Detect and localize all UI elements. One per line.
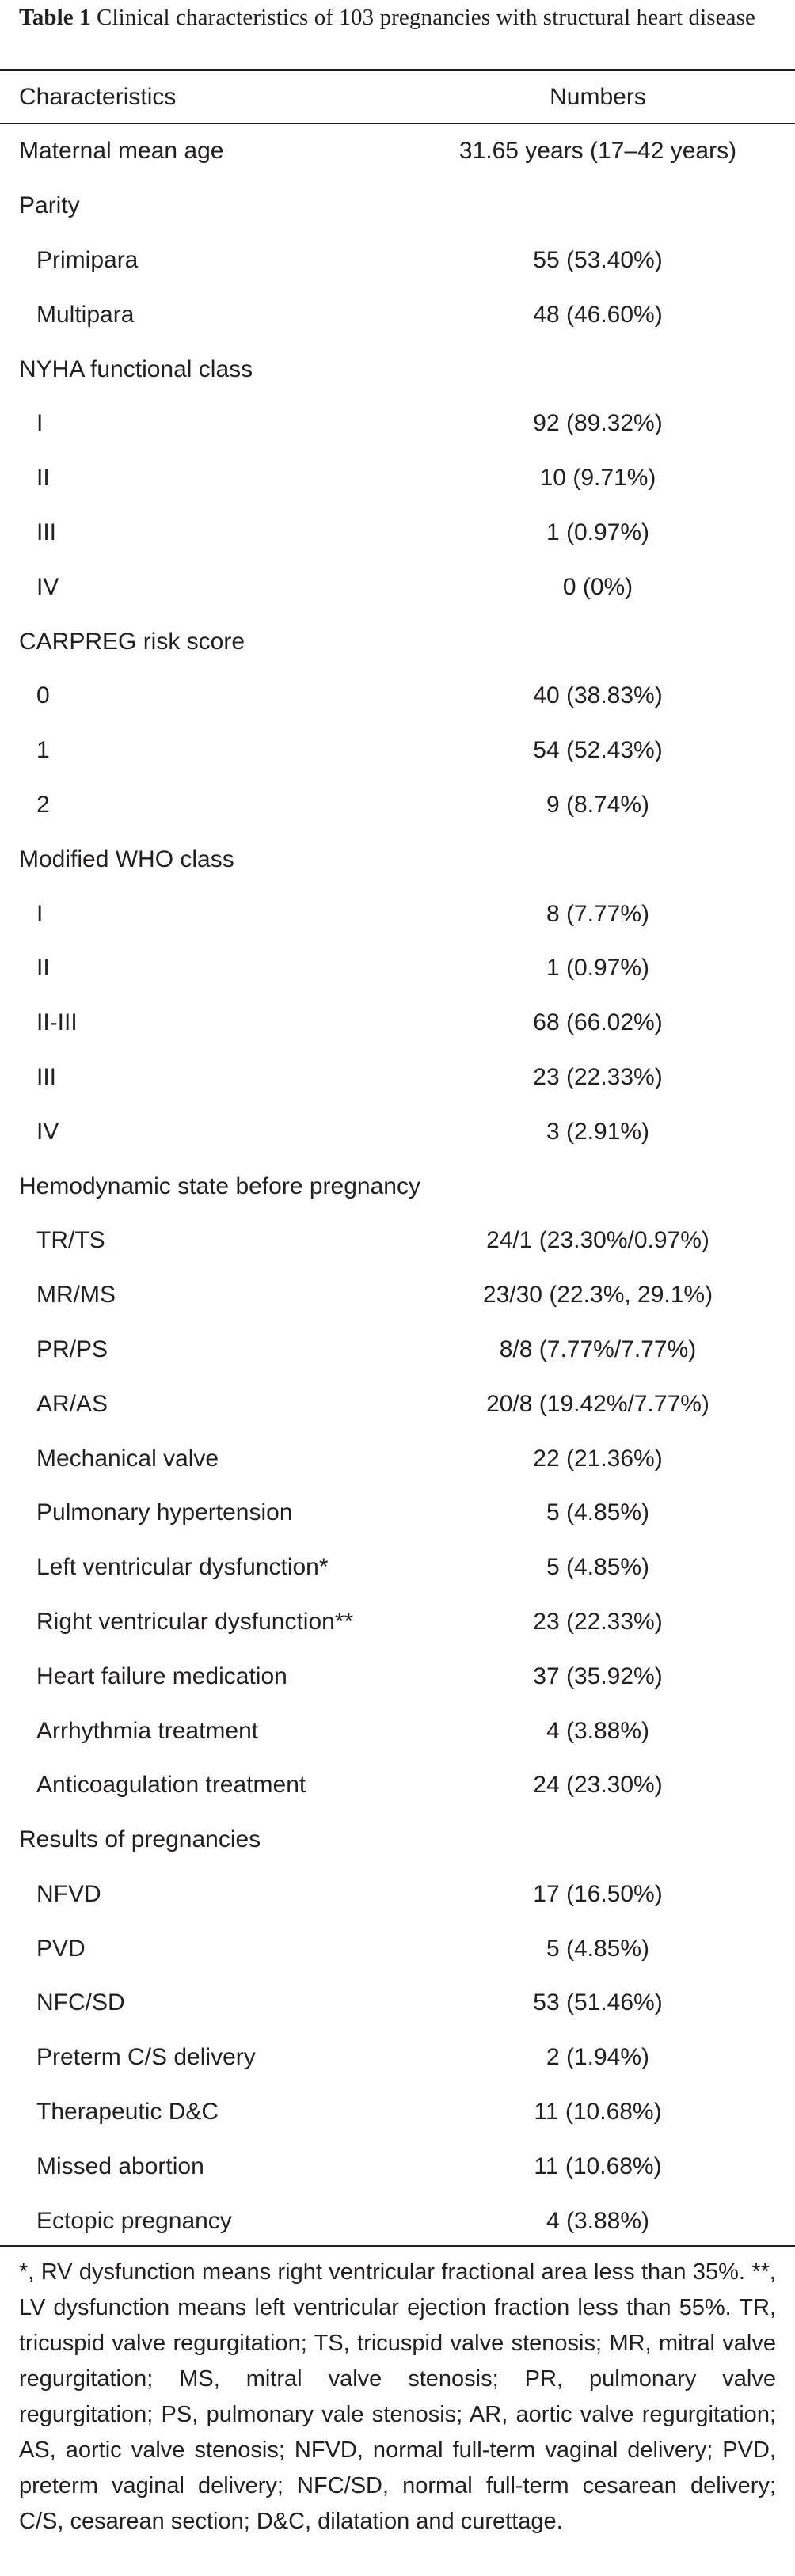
table-row bbox=[0, 1377, 795, 1431]
row-label: Mechanical valve bbox=[36, 1445, 219, 1472]
row-label: PR/PS bbox=[36, 1335, 108, 1362]
table-row bbox=[0, 1431, 795, 1486]
table-section-row bbox=[0, 342, 795, 397]
row-label: PVD bbox=[36, 1935, 86, 1962]
table-row bbox=[0, 234, 795, 288]
table-section-row bbox=[0, 1813, 795, 1867]
row-value: 20/8 (19.42%/7.77%) bbox=[486, 1390, 709, 1417]
row-label: NFC/SD bbox=[36, 1989, 125, 2016]
row-label: II-III bbox=[36, 1009, 78, 1036]
table-row bbox=[0, 451, 795, 506]
row-label: I bbox=[36, 410, 44, 437]
row-label: Arrhythmia treatment bbox=[36, 1717, 259, 1744]
table-number: Table 1 bbox=[19, 5, 91, 30]
row-label: IV bbox=[36, 1118, 59, 1145]
row-label: Primipara bbox=[36, 246, 139, 273]
table-row bbox=[0, 1214, 795, 1268]
table-row bbox=[0, 397, 795, 451]
table-row bbox=[0, 724, 795, 778]
row-label: NYHA functional class bbox=[19, 355, 253, 382]
table-row bbox=[0, 941, 795, 996]
row-value: 68 (66.02%) bbox=[533, 1009, 663, 1036]
bottom-rule bbox=[0, 2245, 795, 2247]
table-row bbox=[0, 887, 795, 941]
table-row bbox=[0, 1595, 795, 1650]
table-row bbox=[0, 2085, 795, 2140]
table-row bbox=[0, 560, 795, 614]
table-row bbox=[0, 996, 795, 1051]
row-value: 92 (89.32%) bbox=[533, 410, 663, 437]
table-row bbox=[0, 1758, 795, 1813]
row-label: Left ventricular dysfunction* bbox=[36, 1554, 329, 1581]
row-value: 1 (0.97%) bbox=[546, 955, 650, 982]
table-row bbox=[0, 1649, 795, 1704]
row-value: 23/30 (22.3%, 29.1%) bbox=[482, 1282, 713, 1309]
table-section-row bbox=[0, 124, 795, 179]
row-label: Ectopic pregnancy bbox=[36, 2207, 232, 2234]
row-value: 5 (4.85%) bbox=[546, 1499, 650, 1526]
table-row bbox=[0, 506, 795, 560]
table-row bbox=[0, 1323, 795, 1377]
table-row bbox=[0, 1976, 795, 2031]
table-section-row bbox=[0, 832, 795, 887]
characteristics-table bbox=[0, 71, 795, 2248]
row-label: AR/AS bbox=[36, 1390, 108, 1417]
row-value: 23 (22.33%) bbox=[533, 1608, 663, 1635]
row-value: 17 (16.50%) bbox=[533, 1880, 663, 1907]
row-value: 24/1 (23.30%/0.97%) bbox=[486, 1227, 709, 1254]
table-section-row bbox=[0, 179, 795, 234]
row-label: Therapeutic D&C bbox=[36, 2099, 219, 2126]
row-label: I bbox=[36, 900, 44, 927]
row-label: II bbox=[36, 465, 50, 492]
row-value: 10 (9.71%) bbox=[539, 465, 656, 492]
row-label: 0 bbox=[36, 682, 50, 709]
table-row bbox=[0, 1704, 795, 1758]
row-label: III bbox=[36, 519, 57, 545]
row-value: 24 (23.30%) bbox=[533, 1772, 663, 1799]
row-label: II bbox=[36, 955, 50, 982]
table-row bbox=[0, 1921, 795, 1976]
row-value: 4 (3.88%) bbox=[546, 2207, 650, 2234]
row-label: Modified WHO class bbox=[19, 845, 234, 872]
row-value: 22 (21.36%) bbox=[533, 1445, 663, 1472]
table-caption bbox=[19, 2, 779, 33]
table-row bbox=[0, 1541, 795, 1595]
row-value: 8/8 (7.77%/7.77%) bbox=[499, 1335, 697, 1362]
header-numbers: Numbers bbox=[550, 83, 646, 110]
row-value: 5 (4.85%) bbox=[546, 1554, 650, 1581]
table-header-row bbox=[0, 71, 795, 123]
row-value: 1 (0.97%) bbox=[546, 519, 650, 545]
row-label: Pulmonary hypertension bbox=[36, 1499, 293, 1526]
table-row bbox=[0, 669, 795, 724]
row-label: Parity bbox=[19, 192, 80, 219]
row-label: Heart failure medication bbox=[36, 1662, 287, 1689]
table-section-row bbox=[0, 1159, 795, 1214]
table-row bbox=[0, 778, 795, 833]
row-label: Results of pregnancies bbox=[19, 1826, 261, 1853]
row-value: 37 (35.92%) bbox=[533, 1662, 663, 1689]
table-row bbox=[0, 1486, 795, 1541]
row-value: 48 (46.60%) bbox=[533, 301, 663, 328]
table-row bbox=[0, 287, 795, 342]
row-label: Hemodynamic state before pregnancy bbox=[19, 1172, 420, 1199]
table-section-row bbox=[0, 614, 795, 669]
table-row bbox=[0, 1268, 795, 1323]
row-value: 4 (3.88%) bbox=[546, 1717, 650, 1744]
row-label: CARPREG risk score bbox=[19, 628, 245, 655]
table-row bbox=[0, 1104, 795, 1159]
row-value: 40 (38.83%) bbox=[533, 682, 663, 709]
row-value: 55 (53.40%) bbox=[533, 246, 663, 273]
header-characteristics: Characteristics bbox=[19, 83, 177, 110]
row-label: Missed abortion bbox=[36, 2152, 204, 2179]
row-value: 0 (0%) bbox=[562, 573, 633, 600]
row-value: 2 (1.94%) bbox=[546, 2044, 650, 2071]
row-label: Right ventricular dysfunction** bbox=[36, 1608, 354, 1635]
row-value: 5 (4.85%) bbox=[546, 1935, 650, 1962]
row-label: Maternal mean age bbox=[19, 138, 224, 165]
row-value: 11 (10.68%) bbox=[534, 2099, 662, 2126]
table-footnote: *, RV dysfunction means right ventricular fractional area less than 35%. **, LV dysfunction means left ventricular ejection fraction less than 55%. TR, tricuspid valve regurgitation; TS, tricuspid valve stenosis; MR, mitral valve regurgitation; MS, mitral valve stenosis; PR, pulmonary valve regurgitation; PS, pulmonary vale stenosis; AR, aortic valve regurgitation; AS, aortic valve stenosis; NFVD, normal full-term vaginal delivery; PVD, preterm vaginal delivery; NFC/SD, normal full-term cesarean delivery; C/S, cesarean section; D&C, dilatation and curettage. bbox=[19, 2259, 776, 2534]
row-value: 53 (51.46%) bbox=[533, 1989, 663, 2016]
row-label: Multipara bbox=[36, 301, 135, 328]
row-value: 9 (8.74%) bbox=[546, 791, 650, 818]
row-label: MR/MS bbox=[36, 1282, 116, 1309]
row-value: 11 (10.68%) bbox=[534, 2152, 662, 2179]
row-label: Preterm C/S delivery bbox=[36, 2044, 256, 2071]
row-value: 54 (52.43%) bbox=[533, 737, 663, 764]
row-label: III bbox=[36, 1063, 57, 1090]
table-row bbox=[0, 2194, 795, 2248]
row-label: NFVD bbox=[36, 1880, 101, 1907]
table-row bbox=[0, 2139, 795, 2194]
table-title: Clinical characteristics of 103 pregnancies with structural heart disease bbox=[90, 5, 755, 30]
row-value: 8 (7.77%) bbox=[546, 900, 650, 927]
row-label: TR/TS bbox=[36, 1227, 105, 1254]
row-value: 3 (2.91%) bbox=[546, 1118, 650, 1145]
table-body bbox=[0, 124, 795, 2248]
table-row bbox=[0, 1867, 795, 1922]
row-label: IV bbox=[36, 573, 59, 600]
row-label: 2 bbox=[36, 791, 50, 818]
row-label: Anticoagulation treatment bbox=[36, 1772, 306, 1799]
row-value: 23 (22.33%) bbox=[533, 1063, 663, 1090]
row-label: 1 bbox=[36, 737, 50, 764]
table-row bbox=[0, 1051, 795, 1105]
table-row bbox=[0, 2031, 795, 2085]
row-value: 31.65 years (17–42 years) bbox=[458, 138, 737, 165]
